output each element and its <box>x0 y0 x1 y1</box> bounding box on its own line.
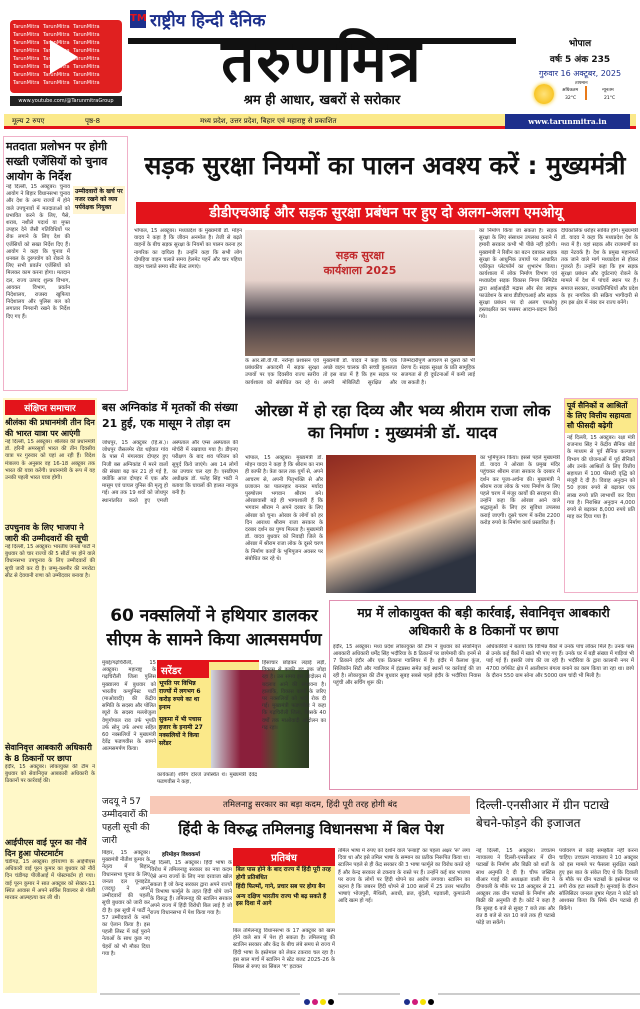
briefs-label: संक्षिप्त समाचार <box>5 400 95 415</box>
surrender-point: भूपति पर विभिन्न राज्यों में लगभग 6 करोड़ रुपये का था इनाम <box>159 680 201 711</box>
delhi-headline: दिल्ली-एनसीआर में ग्रीन पटाखे बेचने-फोड़ने की इजाजत <box>476 798 610 830</box>
tamil-body-col1: नई दिल्ली, 15 अक्टूबर। हिंदी भाषा के विरोध में तमिलनाडु सरकार का नया कदम ऐसे अन्य राज्यों के लिए नया दरवाजा खोल सकता है जो केन्द्र सरकार द्वारा अपने राज्यों में त्रिभाषा फार्मूले के तहत हिंदी थोपे जाने के विरुद्ध हैं। तमिलनाडु की स्टालिन सरकार अपने राज्य में हिंदी विरोधी बिल लाई है जो राज्य विधानसभा में पेश किया गया है। <box>150 860 232 917</box>
lokayukta-story <box>329 600 638 790</box>
veterans-headline: पूर्व सैनिकों व आश्रितों के लिए वित्तीय सहायता सौ फीसदी बढ़ेगी <box>565 399 637 433</box>
weather-max: 32°C <box>565 96 577 101</box>
brief-headline: उपचुनाव के लिए भाजपा ने जारी की उम्मीदवारों की सूची <box>5 523 89 543</box>
veterans-body: नई दिल्ली, 15 अक्टूबर। रक्षा मंत्री राजनाथ सिंह ने केंद्रीय सैनिक बोर्ड के माध्यम से पूर्व सैनिक कल्याण विभाग की योजनाओं में पूर्व सैनिकों और उनके आश्रितों के लिए वित्तीय सहायता में 100 फीसदी वृद्धि को मंजूरी दे दी है। विवाह अनुदान को 50 हजार रुपये से बढ़ाकर एक लाख रुपये प्रति लाभार्थी कर दिया गया है। निराश्रित अनुदान 4,000 रुपये से बढ़ाकर 8,000 रुपये प्रति माह कर दिया गया है। <box>567 435 635 521</box>
masthead-kicker: राष्ट्रीय हिन्दी दैनिक <box>150 11 266 31</box>
play-icon <box>50 40 78 74</box>
lead-subhead: डीडीएचआई और सड़क सुरक्षा प्रबंधन पर हुए दो अलग-अलग एमओयू <box>136 202 636 224</box>
surrender-point: सुकमा में भी पचास हजार के इनामी 27 नक्सलियों ने किया सरेंडर <box>159 716 203 747</box>
ban-label: प्रतिबंध <box>233 848 335 866</box>
tamil-body-col3: तमिल भाषा में रुपए को दर्शाने वाले 'रूबाई' का पहला अक्षर 'रू' लगा दिया था और इसे तमिल भाषा के सम्मान का प्रतीक निरूपित किया था। स्टालिन पहले से ही केंद्र सरकार की 3 भाषा फार्मूले का विरोध करते रहे हैं और केन्द्र सरकार से टकराव के रास्ते पर हैं। उन्होंने कई बार भाजपा पर राज्य के लोगों पर हिंदी थोपने का आरोप लगाया। स्टालिन का कहना है कि जबरन हिंदी थोपने से 100 सालों में 25 उत्तर भारतीय भाषाएं भोजपुरी, मैथिली, अवधी, ब्रज, बुंदेली, गढ़वाली, कुमाऊंनी आदि खत्म हो गईं। <box>338 848 470 905</box>
footer-rule <box>100 993 640 995</box>
tamil-body-col2: बिल तमिलनाडु विधानसभा के 17 अक्टूबर को खत्म होने वाले सत्र में पेश हो सकता है। तमिलनाडु की स्टालिन सरकार और केंद्र के बीच लंबे समय से राज्य में हिंदी भाषा के इस्तेमाल को लेकर टकराव चल रहा है। इस साल मार्च में स्टालिन ने स्टेट बजट 2025-26 के सिंबल से रुपए का सिंबल '₹' हटाकर <box>233 928 335 971</box>
tamil-byline: हरिमोहन विश्वकर्मा <box>162 852 201 858</box>
thermometer-icon <box>585 86 587 100</box>
masthead-title: तरुणमित्र <box>221 27 423 95</box>
jdu-headline: जदयू ने 57 उम्मीदवारों की पहली सूची की जारी <box>102 797 150 846</box>
masthead-tagline: श्रम ही आधार, खबरों से सरोकार <box>243 93 401 108</box>
youtube-promo-box[interactable]: TarunMitra TarunMitra TarunMitra TarunMitra TarunMitra TarunMitra TarunMitra TarunMitra TarunMitra TarunMitra TarunMitra TarunMitra TarunMitra TarunMitra TarunMitra TarunMitra TarunMitra TarunMitra TarunMitra TarunMitra TarunMitra TarunMitra TarunMitra TarunMitra <box>10 20 122 93</box>
veterans-story <box>564 398 638 593</box>
weather-min: 21°C <box>604 96 616 101</box>
election-body: नई दिल्ली, 15 अक्टूबर। चुनाव आयोग ने बिहार विधानसभा चुनाव और देश के अन्य राज्यों में होने वाले उपचुनावों में मतदाताओं को प्रभावित करने के लिए, पैसे, शराब, नशीले पदार्थ या मुफ्त उपहार देने जैसी गतिविधियों पर रोक लगाने के लिए देश की एजेंसियों को सख्त निर्देश दिए हैं। आयोग ने कहा कि चुनाव में धनबल के दुरुपयोग को रोकने के लिए सभी प्रवर्तन एजेंसियों को मिलकर काम करना होगा। मतदान दल, राज्य उत्पाद शुल्क विभाग, आयकर विभाग, प्रवर्तन निदेशालय, राजस्व खुफिया निदेशालय और पुलिस बल को लगातार निगरानी रखने के निर्देश दिए गए हैं। <box>6 184 70 320</box>
brief-body: नई दिल्ली, 15 अक्टूबर। भारतीय जनता पार्टी ने बुधवार को चार राज्यों की 5 सीटों पर होने वाले विधानसभा उपचुनाव के लिए उम्मीदवारों की सूची जारी कर दी है। जम्मू-कश्मीर की नगरोटा सीट से देवयानी राणा को उम्मीदवार बनाया है। <box>5 544 95 579</box>
bus-headline: बस अग्निकांड में मृतकों की संख्या 21 हुई, एक मासूम ने तोड़ा दम <box>102 401 238 430</box>
surrender-label: सरेंडर <box>157 662 209 678</box>
weather-label: तापमान <box>575 81 588 86</box>
news-briefs <box>3 398 97 993</box>
delhi-body-col1: नई दिल्ली, 15 अक्टूबर। उच्चतम न्यायालय ने दिल्ली-एनसीआर में ग्रीन पटाखों के निर्माण और बिक्री को शर्तों के साथ अनुमति दे दी है। चीफ जस्टिस बीआर गवई की अध्यक्षता वाली बेंच ने दीपावली के मौके पर 18 अक्टूबर से 21 अक्टूबर तक ग्रीन पटाखों के निर्माण और बिक्री की अनुमति दी है। कोर्ट ने कहा है कि सुबह 6 बजे से सुबह 7 बजे तक और रात 8 बजे से रात 10 बजे तक ही पटाखे फोड़े जा सकेंगे। <box>476 848 555 927</box>
ban-point: बिल पास होने के बाद राज्य में हिंदी पूरी तरह होगी प्रतिबंधित <box>236 867 331 881</box>
registration-marks <box>300 990 338 1009</box>
ban-point: अन्य दक्षिण भारतीय राज्य भी बढ़ सकते हैं इस दिशा में आगे <box>236 893 327 907</box>
naxal-body-col2: कार्यकर्ता) शेरिंग दोरजे उपस्थित थे। मुख्यमंत्री देवेंद्र फडणवीस ने कहा, <box>157 772 257 786</box>
sun-icon <box>534 84 554 104</box>
brief-body: नई दिल्ली, 15 अक्टूबर। श्रीलंका की प्रधानमंत्री डॉ. हरिनी अमरसूर्या भारत की तीन दिवसीय यात्रा पर गुरुवार को यहां आ रही हैं। विदेश मंत्रालय के अनुसार वह 16-18 अक्टूबर तक भारत की यात्रा करेंगी। प्रधानमंत्री के रूप में यह उनकी पहली भारत यात्रा होगी। <box>5 439 95 482</box>
tamil-ban-box <box>233 848 335 923</box>
lead-photo <box>245 230 475 356</box>
lead-headline: सड़क सुरक्षा नियमों का पालन अवश्य करें : मुख्यमंत्री <box>144 151 626 180</box>
orchha-headline: ओरछा में हो रहा दिव्य और भव्य श्रीराम राजा लोक का निर्माण : मुख्यमंत्री डॉ. यादव <box>254 401 551 442</box>
tamil-headline: हिंदी के विरुद्ध तमिलनाडु विधानसभा में बिल पेश <box>178 820 444 838</box>
lokayukta-body-col2: अधिकारियों ने बताया कि विभिन्न बैंकों में उनके पांच लॉकर मिले हैं। उनके पास से उनके कई बैंकों में खाते भी पाए गए हैं। उनके घर में बड़ी संख्या में गाड़ियां भी पाई गई हैं। इसकी जांच की जा रही है। भदौरिया के द्वारा कालानी नगर में 4700 वर्गफीट क्षेत्र में आलीशान बंगला बनाने का काम किया जा रहा था। छापे के दौरान 550 ग्राम सोना और 5000 ग्राम चांदी भी मिली है। <box>486 644 634 679</box>
weather-max-label: अधिकतम <box>562 88 579 93</box>
lokayukta-body-col1: इंदौर, 15 अक्टूबर। मध्य प्रदेश लोकायुक्त की टीम ने बुधवार को सेवानिवृत्त आबकारी अधिकारी धर्मेंद्र सिंह भदौरिया के 8 ठिकानों पर छापेमारी की। इनमें से 7 ठिकाने इंदौर और एक ठिकाना ग्वालियर में है। इंदौर में कैलाश कुंज, सिलिकॉन सिटी और ग्वालियर में इंद्रप्रस्थ समेत कई स्थानों पर कार्रवाई की जा रही है। लोकायुक्त की टीम बुधवार सुबह सबसे पहले इंदौर के भदौरिया निवास पहुंची और सर्चिंग शुरू की। <box>333 644 481 687</box>
naxal-headline: 60 नक्सलियों ने हथियार डालकर सीएम के सामने किया आत्मसमर्पण <box>106 606 322 650</box>
issue-date: गुरुवार 16 अक्टूबर, 2025 <box>538 69 622 78</box>
tamil-kicker: तमिलनाडु सरकार का बड़ा कदम, हिंदी पूरी तरह होगी बंद <box>150 796 470 814</box>
lead-body-col1: भोपाल, 15 अक्टूबर। मध्यप्रदेश के मुख्यमंत्री डॉ. मोहन यादव ने कहा है कि जीवन अनमोल है। तेजी से बढ़ते वाहनों के बीच सड़क सुरक्षा के नियमों का पालन करना हर नागरिक का दायित्व है। उन्होंने कहा कि सभी लोग दोपहिया वाहन चलाते समय हेलमेट पहनें और चार पहिया वाहन चलाते समय सीट बेल्ट लगाएं। <box>134 228 242 271</box>
jdu-body: बिहार, 15 अक्टूबर। मुख्यमंत्री नीतीश कुमार के नेतृत्व में बिहार विधानसभा चुनाव के लिए जनता दल यूनाइटेड (जदयू) ने अपने उम्मीदवारों की पहली सूची बुधवार को जारी कर दी है। इस सूची में पार्टी ने 57 उम्मीदवारों के नामों का ऐलान किया है। इस पहली लिस्ट में कई पुराने नेताओं के साथ कुछ नए चेहरों को भी मौका दिया गया है। <box>102 850 150 957</box>
city: भोपाल <box>568 39 592 49</box>
ban-point: हिंदी फिल्मों, गाने, प्रचार सब पर होगा बैन <box>236 884 325 890</box>
lead-body-col4: दीर्घकालिक धरोहर साबित होंगे। मुख्यमंत्री डॉ. यादव ने कहा कि मध्यप्रदेश देश के मध्य में है। यहां सड़क और राजमार्गों का बड़ा नेटवर्क है। देश के प्रमुख महानगरों तक जाने वाले मार्ग मध्यप्रदेश से होकर गुजरते हैं। उन्होंने कहा कि हम सड़क सुरक्षा प्रबंधन और दुर्घटनाएं रोकने के मामले में देश में पांचवें स्थान पर हैं। समाज सरकार, जनप्रतिनिधियों और प्रदेश के हर नागरिक की सक्रिय भागीदारी से हम इस क्षेत्र में नंबर वन राज्य बनेंगे। <box>561 228 638 307</box>
website-link[interactable]: www.tarunmitra.in <box>505 114 630 129</box>
naxal-body-col3: हिंसाचार छोड़कर लड़ाई लड़ी, विकास से काफी हद तक जोड़ा रहा है। उस समय इस आंदोलन में बदलाव आने की संभावना है। हालांकि, विकास कार्यों के जरिए पर नक्सलियों को भारी रोक दी गई। मुख्यमंत्री फडणवीस ने कहा कि गढ़चिरौली जिला, जिसके 40 वर्षों तक माओवादी आंदोलन का गढ़ रहा। <box>262 660 326 731</box>
orchha-photo <box>326 455 476 593</box>
orchha-body-col2: का भूमिपूजन किया। इससे पहले मुख्यमंत्री डॉ. यादव ने ओरछा के प्रमुख मंदिर पहुंचकर श्रीराम राजा सरकार के दरबार में दर्शन कर पूजा-अर्चना की। मुख्यमंत्री ने श्रीराम राजा लोक के भव्य निर्माण के लिए पहले चरण में मंजूर कार्यों की सराहना की। उन्होंने कहा कि ओरछा आने वाले श्रद्धालुओं के लिए हर सुविधा उपलब्ध कराई जाएगी। दूसरे चरण में करीब 2200 करोड़ रुपये के निर्माण कार्य प्रस्तावित हैं। <box>480 455 560 526</box>
election-story <box>3 136 128 391</box>
election-headline: मतदाता प्रलोभन पर होगी सख्ती एजेंसियों को चुनाव आयोग के निर्देश <box>6 140 108 183</box>
weather-min-label: न्यूनतम <box>602 88 614 93</box>
logo-mark: TM <box>130 10 146 28</box>
delhi-body-col2: पर्यावरण से कोई समझौता नहीं करना चाहिए। उच्चतम न्यायालय ने 10 अक्टूबर को इस मामले पर फैसला सुरक्षित रखते हुए इस बात के संकेत दिए थे कि दिवाली के मौके पर ग्रीन पटाखों के इस्तेमाल पर लगी रोक हटा सकती है। सुनवाई के दौरान सॉलिसिटर जनरल तुषार मेहता ने कोर्ट को आश्वस्त किया कि सिर्फ ग्रीन पटाखे ही बिकेंगे। <box>559 848 638 912</box>
editions: मध्य प्रदेश, उत्तर प्रदेश, बिहार एवं महाराष्ट्र से प्रकाशित <box>200 117 337 125</box>
bus-body: जोधपुर, 15 अक्टूबर (हि.स.)। जोधपुर जैसलमेर रोड थईयात गांव के पास में मंगलवार दोपहर हुए निजी बस अग्निकांड में मरने वालों की संख्या बढ़ कर 21 हो गई है, क्योंकि आज दोपहर में एक और मासूम एवं घायल युनिस की मृत्यु हो गई। अब तक 19 शवों को जोधपुर स्थानांतरित करते हुए एमजी अस्पताल और एम्स अस्पताल की मोर्चरी में रखवाया गया है। डीएनए परीक्षण के बाद शव परिजन को सुपुर्द किये जाएंगे। अब 14 लोगों का उपचार चल रहा है। एसडीएम अधीक्षक डॉ. फतेह सिंह भाटी ने बताया कि घायलों की हालत नाजुक बनी है। <box>102 440 238 504</box>
volume-issue: वर्षः 5 अंक 235 <box>549 55 611 65</box>
registration-marks <box>400 990 438 1009</box>
brief-body: चंडीगढ़, 15 अक्टूबर। हरियाणा के आईपीएस अधिकारी वाई पूरन कुमार का बुधवार को नौवें दिन चंडीगढ़ पीजीआई में पोस्टमार्टम हो गया। वाई पूरन कुमार ने सात अक्टूबर को सेक्टर-11 स्थित आवास में अपने सर्विस रिवाल्वर से गोली मारकर आत्महत्या कर ली थी। <box>5 859 95 902</box>
lead-photo-banner: सड़क सुरक्षा कार्यशाला 2025 <box>323 249 397 277</box>
brief-headline: सेवानिवृत्त आबकारी अधिकारी के 8 ठिकानों पर छापा <box>5 743 92 763</box>
brief-headline: श्रीलंका की प्रधानमंत्री तीन दिन की भारत यात्रा पर आएंगी <box>5 418 95 438</box>
lokayukta-headline: मप्र में लोकायुक्त की बड़ी कार्रवाई, सेवानिवृत्त आबकारी अधिकारी के 8 ठिकानों पर छापा <box>357 605 610 638</box>
brief-headline: आईपीएस वाई पूरन का नौवें दिन हुआ पोस्टमार्टम <box>5 838 87 858</box>
orchha-body-col1: भोपाल, 15 अक्टूबर। मुख्यमंत्री डॉ. मोहन यादव ने कहा है कि श्रीराम का नाम ही काफी है। त्रेता काल तक युगों से, अपने आचरण से, अपनी पितृभक्ति से और प्रजाजन का पालनहार बनकर मर्यादा पुरुषोत्तम भगवान श्रीराम बने। ओरछावासी बड़े ही भाग्यशाली हैं कि भगवान श्रीराम ने अपने दरबार के लिए ओरछा को चुना। ओरछा के लोगों को हर दिन आराध्य श्रीराम राजा सरकार के दरबार दर्शन का पुण्य मिलता है। मुख्यमंत्री डॉ. यादव बुधवार को निवाड़ी जिले के ओरछा में श्रीराम राजा लोक के दूसरे चरण के निर्माण कार्यों के भूमिपूजन अवसर पर संबोधित कर रहे थे। <box>245 455 323 562</box>
page-count: पृष्ठ-8 <box>85 117 101 125</box>
price: मूल्य 2 रुपए <box>12 117 45 125</box>
election-sidebar: उम्मीदवारों के खर्च पर नजर रखने को व्यय पर्यवेक्षक नियुक्त <box>73 186 125 214</box>
naxal-body-col1: मुंबई/गढ़चिरौली, 15 अक्टूबर। महाराष्ट्र के गढ़चिरौली जिला पुलिस मुख्यालय में बुधवार को भारतीय कम्युनिस्ट पार्टी (माओवादी) की केंद्रीय समिति के सदस्य और पोलित ब्यूरो के सदस्य मल्लोजुला वेणुगोपाल राव उर्फ भूपति उर्फ सोनू उर्फ अभय सहित 60 नक्सलियों ने मुख्यमंत्री देवेंद्र फडणवीस के सामने आत्मसमर्पण किया। <box>102 660 156 753</box>
lead-body-col3: का निर्माण किया जा सकता है। सड़क सुरक्षा के लिए संसाधन उपलब्ध कराने में हमारी सरकार कभी भी पीछे नहीं हटेगी। मुख्यमंत्री ने रिबीन का बटन दबाकर सड़क सुरक्षा के आधुनिक उपायों पर आधारित एकीकृत प्लेटफॉर्म का शुभारंभ किया। कार्यशाला में लोक निर्माण विभाग एवं मध्यप्रदेश सड़क विकास निगम लिमिटेड द्वारा आईआईटी मद्रास और सेव लाइफ फाउंडेशन के साथ डीडीएचआई और सड़क सुरक्षा प्रबंधन पर दो अलग एमओयू हस्ताक्षरित कर परस्पर आदान-प्रदान किये गये। <box>479 228 557 321</box>
lead-body-col2: के आर.सी.वी.पी. नरोन्हा प्रशासन एवं प्रबंधकीय अकादमी में सड़क सुरक्षा उपायों पर एक दिवसीय राज्य स्तरीय कार्यशाला को संबोधित कर रहे थे। मुख्यमंत्री डॉ. यादव ने कहा कि एक अच्छे वाहन चालक की सच्ची कुशलता तो इस बात में है कि हम सड़क पर अपनी मोबिलिटी सुरक्षित और जिम्मेदारीपूर्ण आचरण से दूसरों को भी प्रेरणा दें। सड़क सुरक्षा के प्रति सामूहिक सजगता से ही दुर्घटनाओं में कमी लाई जा सकती है। <box>245 358 475 386</box>
brief-body: इंदौर, 15 अक्टूबर। लोकायुक्त की टीम ने बुधवार को सेवानिवृत्त आबकारी अधिकारी के ठिकानों पर कार्रवाई की। <box>5 764 95 785</box>
youtube-url[interactable]: www.youtube.com/@TarunmitraGroup <box>10 96 122 106</box>
